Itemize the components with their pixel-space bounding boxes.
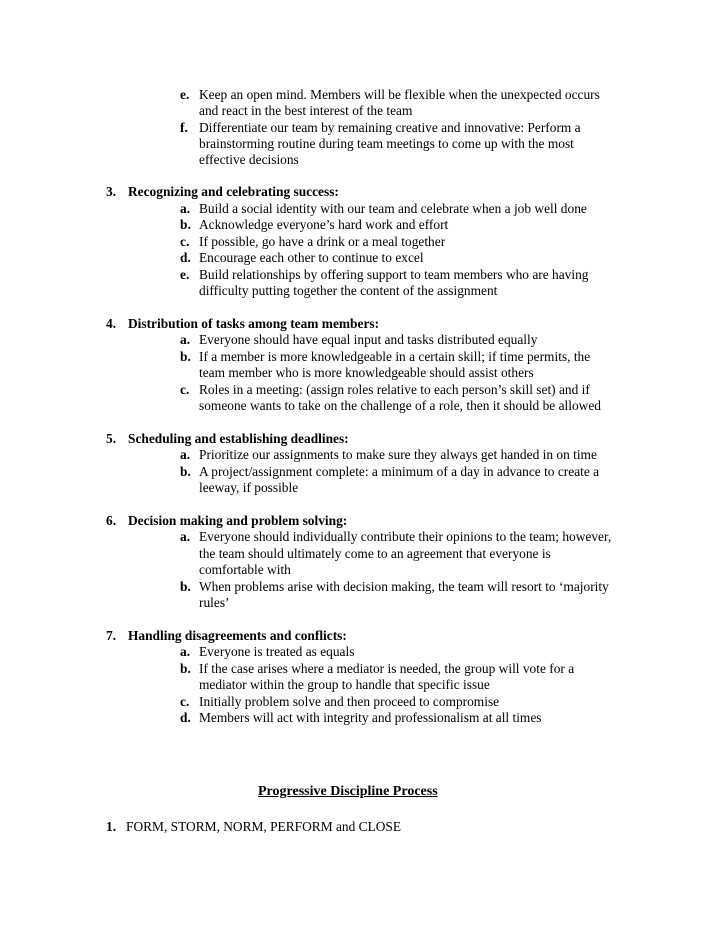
list-number: 1. <box>106 819 117 834</box>
list-item-line: A project/assignment complete: a minimum of a day in advance to create a <box>199 464 600 479</box>
list-item-line: Roles in a meeting: (assign roles relative to each person’s skill set) and if <box>199 382 590 397</box>
list-marker: a. <box>180 332 191 347</box>
section-number: 3. <box>106 184 117 199</box>
list-marker: d. <box>180 710 191 725</box>
list-marker: a. <box>180 644 191 659</box>
list-item-line: effective decisions <box>199 152 299 167</box>
list-item-line: team member who is more knowledgeable should assist others <box>199 365 534 380</box>
list-item-line: the team should ultimately come to an agreement that everyone is <box>199 546 551 561</box>
section-number: 7. <box>106 628 117 643</box>
section-heading: Scheduling and establishing deadlines: <box>128 431 349 446</box>
section-heading: Handling disagreements and conflicts: <box>128 628 347 643</box>
list-marker: b. <box>180 217 191 232</box>
list-item-line: Members will act with integrity and professionalism at all times <box>199 710 542 725</box>
list-item-line: When problems arise with decision making, the team will resort to ‘majority <box>199 579 609 594</box>
list-item-line: Build a social identity with our team and celebrate when a job well done <box>199 201 587 216</box>
list-item-line: Keep an open mind. Members will be flexible when the unexpected occurs <box>199 87 600 102</box>
list-item-line: If the case arises where a mediator is needed, the group will vote for a <box>199 661 575 676</box>
list-marker: b. <box>180 349 191 364</box>
list-marker: f. <box>180 120 188 135</box>
list-item-line: and react in the best interest of the team <box>199 103 413 118</box>
list-item-line: rules’ <box>199 595 230 610</box>
list-item-line: brainstorming routine during team meetings to come up with the most <box>199 136 574 151</box>
list-item-line: Acknowledge everyone’s hard work and effort <box>199 217 449 232</box>
section-heading: Decision making and problem solving: <box>128 513 348 528</box>
list-item-line: someone wants to take on the challenge of a role, then it should be allowed <box>199 398 601 413</box>
section-number: 6. <box>106 513 117 528</box>
list-item-line: Everyone should individually contribute their opinions to the team; however, <box>199 529 612 544</box>
list-item-line: Everyone should have equal input and tasks distributed equally <box>199 332 538 347</box>
list-marker: b. <box>180 661 191 676</box>
section-number: 4. <box>106 316 117 331</box>
list-item-line: comfortable with <box>199 562 291 577</box>
list-marker: a. <box>180 447 191 462</box>
list-item-line: If a member is more knowledgeable in a certain skill; if time permits, the <box>199 349 591 364</box>
list-item-line: Differentiate our team by remaining creative and innovative: Perform a <box>199 120 581 135</box>
section-number: 5. <box>106 431 117 446</box>
list-marker: a. <box>180 529 191 544</box>
list-marker: c. <box>180 234 190 249</box>
list-item-line: Encourage each other to continue to excel <box>199 250 424 265</box>
section-heading: Recognizing and celebrating success: <box>128 184 339 199</box>
section-title: Progressive Discipline Process <box>258 784 438 799</box>
list-item-line: leeway, if possible <box>199 480 299 495</box>
list-marker: d. <box>180 250 191 265</box>
list-item-line: difficulty putting together the content of the assignment <box>199 283 498 298</box>
list-marker: c. <box>180 382 190 397</box>
list-marker: e. <box>180 267 190 282</box>
list-marker: b. <box>180 464 191 479</box>
list-item-line: Build relationships by offering support to team members who are having <box>199 267 589 282</box>
list-item-line: FORM, STORM, NORM, PERFORM and CLOSE <box>126 819 402 834</box>
list-marker: c. <box>180 694 190 709</box>
section-heading: Distribution of tasks among team members: <box>128 316 380 331</box>
list-item-line: Everyone is treated as equals <box>199 644 355 659</box>
list-item-line: Initially problem solve and then proceed to compromise <box>199 694 500 709</box>
list-item-line: If possible, go have a drink or a meal together <box>199 234 446 249</box>
list-marker: a. <box>180 201 191 216</box>
list-item-line: Prioritize our assignments to make sure they always get handed in on time <box>199 447 597 462</box>
list-item-line: mediator within the group to handle that specific issue <box>199 677 490 692</box>
list-marker: e. <box>180 87 190 102</box>
list-marker: b. <box>180 579 191 594</box>
